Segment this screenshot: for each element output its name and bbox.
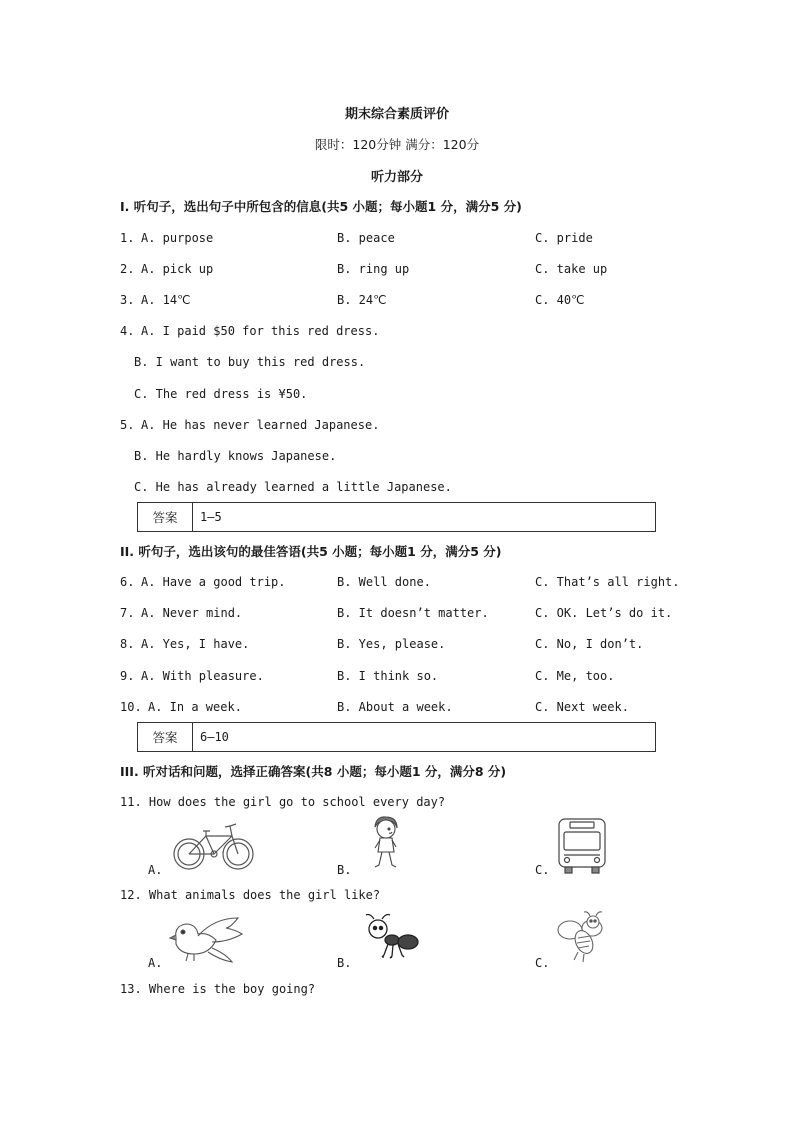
q4-number: 4. (120, 324, 135, 338)
q9-option-c: C. Me, too. (535, 669, 615, 683)
q11-option-b[interactable]: B. (337, 863, 352, 877)
q13-question: 13. Where is the boy going? (120, 982, 316, 996)
q11-question: 11. How does the girl go to school every day? (120, 795, 446, 809)
q1-option-a: A. purpose (141, 231, 214, 245)
exam-info: 限时：120分钟 满分：120分 (314, 137, 480, 152)
q4-option-c: C. The red dress is ¥50. (134, 387, 308, 401)
q5-number: 5. (120, 418, 135, 432)
q12-option-b[interactable]: B. (337, 956, 352, 970)
q5-option-a: A. He has never learned Japanese. (141, 418, 380, 432)
q1-option-b: B. peace (337, 231, 395, 245)
page-title: 期末综合素质评价 (344, 107, 449, 122)
answer-label: 答案 (138, 503, 193, 531)
q11-option-c[interactable]: C. (535, 863, 550, 877)
q10-number: 10. (120, 700, 142, 714)
q5-option-c: C. He has already learned a little Japanese. (134, 480, 452, 494)
q6-option-b: B. Well done. (337, 575, 431, 589)
bee-icon (556, 910, 606, 965)
q6-option-a: A. Have a good trip. (141, 575, 286, 589)
q2-option-c: C. take up (535, 262, 608, 276)
answer-box-2 (137, 722, 656, 752)
q1-option-c: C. pride (535, 231, 593, 245)
q2-option-a: A. pick up (141, 262, 214, 276)
q10-option-a: A. In a week. (148, 700, 242, 714)
q3-option-c: C. 40℃ (535, 293, 585, 307)
q9-option-a: A. With pleasure. (141, 669, 264, 683)
q12-option-c[interactable]: C. (535, 956, 550, 970)
q3-number: 3. (120, 293, 135, 307)
q3-option-b: B. 24℃ (337, 293, 387, 307)
q9-number: 9. (120, 669, 135, 683)
q7-number: 7. (120, 606, 135, 620)
q12-option-a[interactable]: A. (148, 956, 163, 970)
q7-option-c: C. OK. Let’s do it. (535, 606, 673, 620)
q8-option-b: B. Yes, please. (337, 637, 446, 651)
q8-option-a: A. Yes, I have. (141, 637, 250, 651)
answer-box-1 (137, 502, 656, 532)
q5-option-b: B. He hardly knows Japanese. (134, 449, 337, 463)
part-heading: 听力部分 (370, 170, 423, 185)
q10-option-b: B. About a week. (337, 700, 453, 714)
q8-option-c: C. No, I don’t. (535, 637, 644, 651)
q6-number: 6. (120, 575, 135, 589)
answer-label: 答案 (138, 723, 193, 751)
q8-number: 8. (120, 637, 135, 651)
section-2-heading: II. 听句子，选出该句的最佳答语(共5 小题；每小题1 分，满分5 分) (120, 544, 502, 559)
bus-icon (556, 815, 608, 875)
q10-option-c: C. Next week. (535, 700, 629, 714)
bird-icon (168, 914, 246, 964)
q9-option-b: B. I think so. (337, 669, 439, 683)
q11-option-a[interactable]: A. (148, 863, 163, 877)
q2-number: 2. (120, 262, 135, 276)
answer-range[interactable]: 6—10 (200, 730, 229, 744)
q1-number: 1. (120, 231, 135, 245)
answer-range[interactable]: 1—5 (200, 510, 222, 524)
q4-option-a: A. I paid $50 for this red dress. (141, 324, 380, 338)
q12-question: 12. What animals does the girl like? (120, 888, 381, 902)
q7-option-b: B. It doesn’t matter. (337, 606, 489, 620)
section-3-heading: III. 听对话和问题，选择正确答案(共8 小题；每小题1 分，满分8 分) (120, 764, 507, 779)
bicycle-icon (170, 818, 258, 873)
q7-option-a: A. Never mind. (141, 606, 243, 620)
q2-option-b: B. ring up (337, 262, 410, 276)
ant-icon (362, 911, 420, 963)
q4-option-b: B. I want to buy this red dress. (134, 355, 366, 369)
q6-option-c: C. That’s all right. (535, 575, 680, 589)
section-1-heading: I. 听句子，选出句子中所包含的信息(共5 小题；每小题1 分，满分5 分) (120, 199, 522, 214)
q3-option-a: A. 14℃ (141, 293, 191, 307)
walking-child-icon (368, 814, 402, 874)
